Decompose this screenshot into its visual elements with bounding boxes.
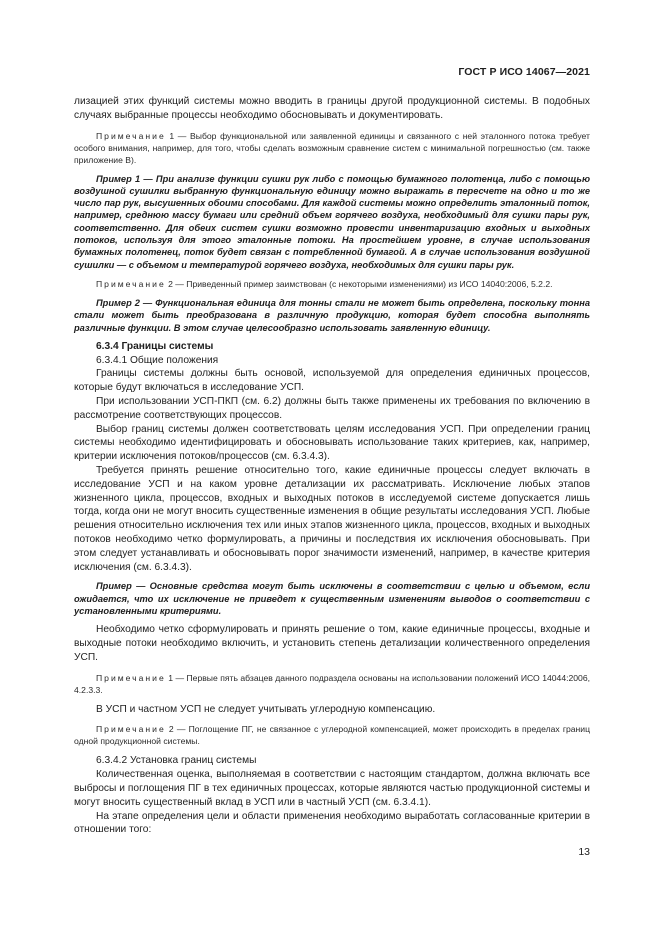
note-1 [74, 130, 590, 166]
note-label: Примечание [96, 130, 166, 141]
note-2 [74, 278, 590, 290]
document-body [74, 95, 590, 837]
document-page [74, 0, 590, 935]
note-label: Примечание [96, 278, 166, 289]
note-text: 2 — Поглощение ПГ, не связанное с углеродной компенсацией, может происходить в пределах границ одной продукционной системы. [74, 724, 590, 747]
standard-header: ГОСТ Р ИСО 14067—2021 [458, 66, 590, 78]
example-2: Пример 2 — Функциональная единица для тонны стали не может быть определена, поскольку тонна стали может быть преобразована в различную продукцию, которая будет способна выполнять различные функции. В этом случае целесообразно использовать заявленную единицу. [74, 297, 590, 333]
section-heading: 6.3.4 Границы системы [96, 340, 214, 352]
paragraph: Требуется принять решение относительно того, какие единичные процессы следует включать в исследование УСП и на каком уровне детализации их рассматривать. Исключение любых этапов жизненного цикла, процессов, входных и выходных потоков в исследуемой системе допускается лишь тогда, когда они не могут вносить существенные изменения в общие результаты исследования УСП. Любые решения относительно исключения тех или иных этапов жизненного цикла, процессов, входных и выходных потоков необходимо четко формулировать, а причины и последствия их исключения обосновывать. При этом следует устанавливать и обосновывать порог значимости изменений, например, в качестве критерия исключения (см. 6.3.4.3). [74, 465, 590, 573]
note-text: 1 — Первые пять абзацев данного подраздела основаны на использовании положений ИСО 14044:2006, 4.2.3.3. [74, 672, 590, 695]
note-3 [74, 672, 590, 696]
example-1: Пример 1 — При анализе функции сушки рук либо с помощью бумажного полотенца, либо с помощью воздушной сушилки выбранную функциональную единицу можно выражать в пересчете на одно и то же число пар рук, высушенных обоими способами. Для каждой системы можно определить эталонный поток, например, среднюю массу бумаги или средний объем горячего воздуха, необходимый для сушки пары рук, соответственно. Для обеих систем сушки возможно провести инвентаризацию входных и выходных потоков, используя для этого эталонные потоки. На простейшем уровне, в случае использования бумажных полотенец, поток будет связан с потребленной бумагой. А в случае использования воздушной сушилки — с объемом и температурой горячего воздуха, необходимых для сушки пары рук. [74, 173, 590, 270]
page-number: 13 [578, 846, 590, 858]
note-label: Примечание [96, 672, 166, 683]
paragraph: Количественная оценка, выполняемая в соответствии с настоящим стандартом, должна включать все выбросы и поглощения ПГ в тех единичных процессах, которые являются частью продукционной системы и могут вносить существенный вклад в УСП или в частный УСП (см. 6.3.4.1). [74, 769, 590, 808]
note-text: 2 — Приведенный пример заимствован (с некоторыми изменениями) из ИСО 14040:2006, 5.2.2. [165, 278, 553, 289]
note-text: 1 — Выбор функциональной или заявленной единицы и связанного с ней эталонного потока требует особого внимания, например, для того, чтобы сделать возможным сравнение систем с минимальной погрешностью (см. также приложение В). [74, 130, 590, 165]
subsection-title-boundaries: 6.3.4.2 Установка границ системы [96, 755, 257, 767]
subsection-title-general: 6.3.4.1 Общие положения [96, 354, 219, 366]
paragraph: На этапе определения цели и области применения необходимо выработать согласованные критерии в отношении того: [74, 810, 590, 836]
example-3: Пример — Основные средства могут быть исключены в соответствии с целью и объемом, если ожидается, что их исключение не приведет к существенным изменениям выводов о соответствии с установленными критериями. [74, 581, 590, 616]
paragraph: В УСП и частном УСП не следует учитывать углеродную компенсацию. [96, 703, 436, 715]
paragraph-continuation: лизацией этих функций системы можно вводить в границы другой продукционной системы. В подобных случаях выбранные процессы необходимо обосновывать и документировать. [74, 96, 590, 121]
note-4 [74, 723, 590, 747]
note-label: Примечание [96, 724, 166, 735]
paragraph: Границы системы должны быть основой, используемой для определения единичных процессов, которые будут включаться в исследование УСП. [74, 368, 590, 394]
paragraph: При использовании УСП-ПКП (см. 6.2) должны быть также применены их требования по включению в рассмотрение соответствующих процессов. [74, 396, 590, 421]
paragraph: Выбор границ системы должен соответствовать целям исследования УСП. При определении границ системы необходимо идентифицировать и обосновывать использование таких критериев, как, например, критерии исключения потоков/процессов (см. 6.3.4.3). [74, 423, 590, 463]
paragraph: Необходимо четко сформулировать и принять решение о том, какие единичные процессы, входные и выходные потоки необходимо включить, и установить степень детализации количественного определения УСП. [74, 624, 590, 663]
